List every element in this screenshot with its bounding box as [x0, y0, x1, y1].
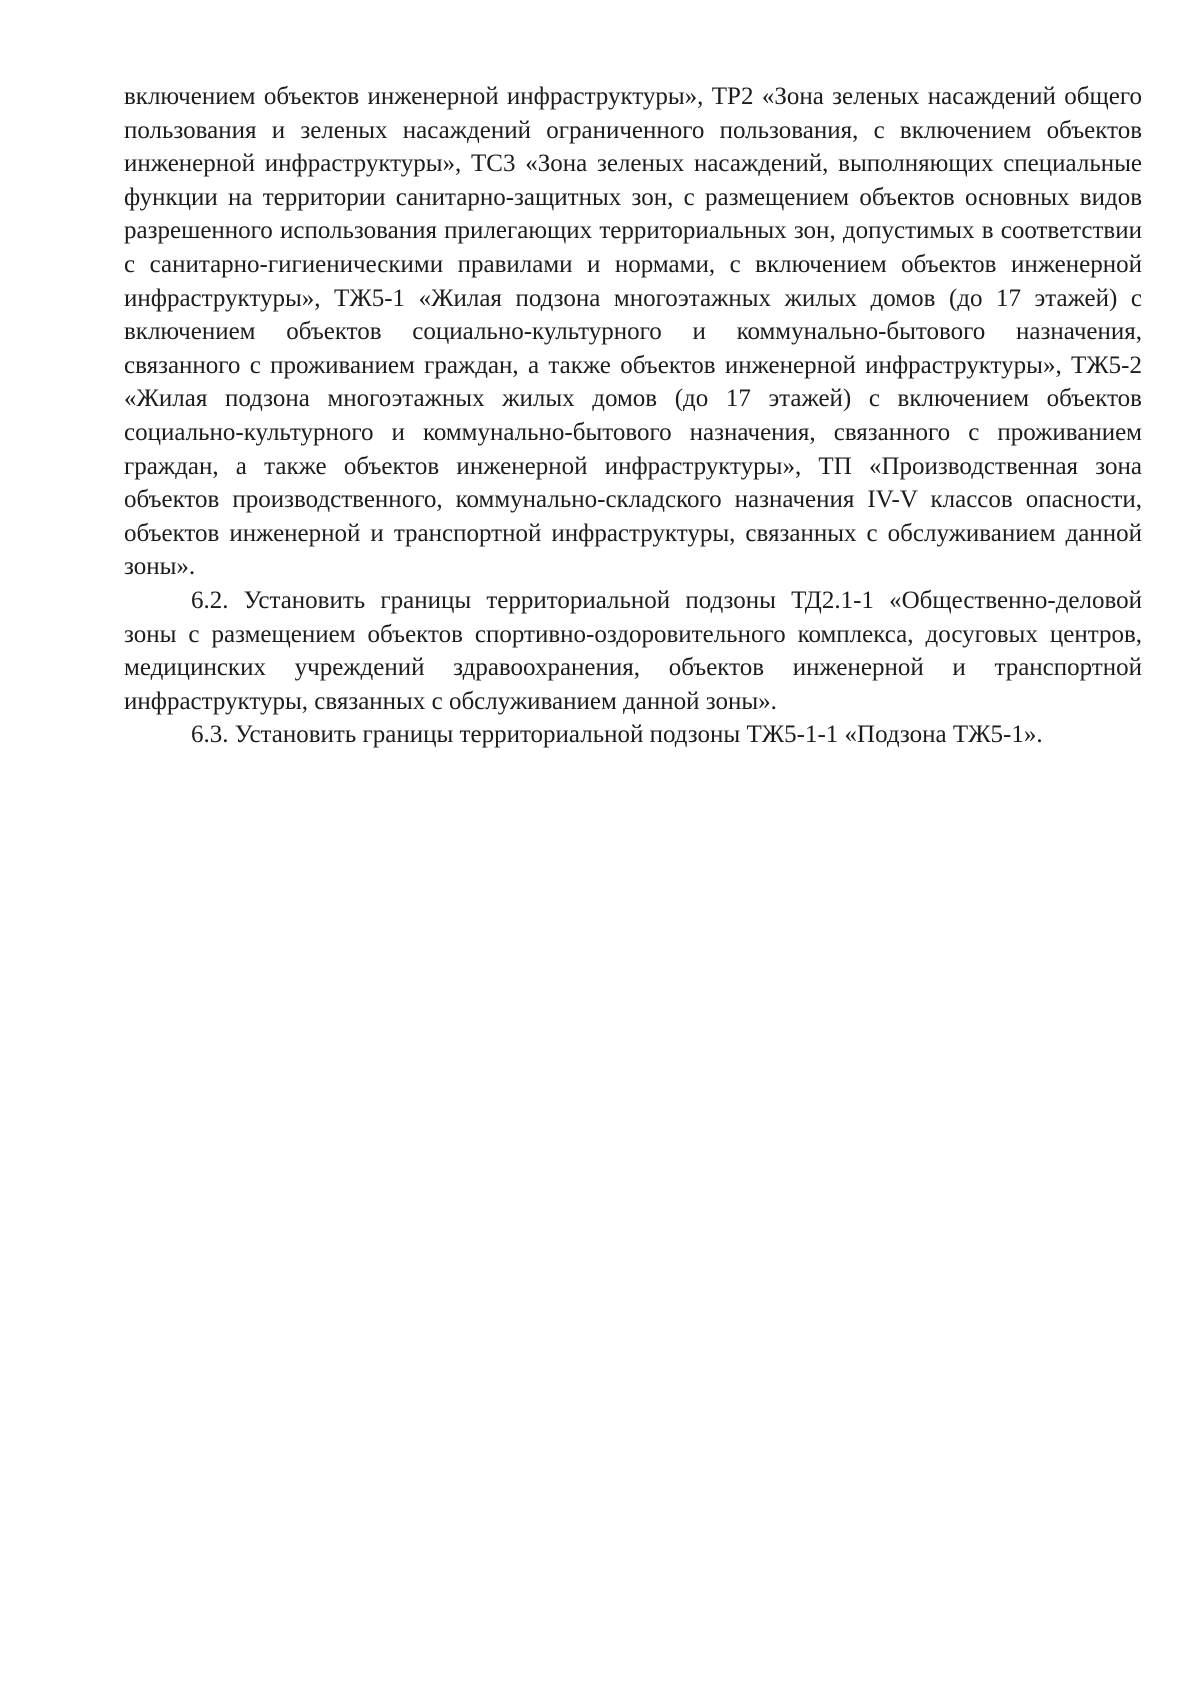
- paragraph-item-6-2: 6.2. Установить границы территориальной подзоны ТД2.1-1 «Общественно-деловой зоны с размещением объектов спортивно-оздоровительного комплекса, досуговых центров, медицинских учреждений здравоохранения, объектов инженерной и транспортной инфраструктуры, связанных с обслуживанием данной зоны».: [124, 586, 1142, 715]
- document-page: [124, 80, 1142, 752]
- paragraph-item-6-3: 6.3. Установить границы территориальной подзоны ТЖ5-1-1 «Подзона ТЖ5-1».: [191, 721, 1043, 749]
- paragraph-zones-list: включением объектов инженерной инфраструктуры», ТР2 «Зона зеленых насаждений общего пользования и зеленых насаждений ограниченного пользования, с включением объектов инженерной инфраструктуры», ТС3 «Зона зеленых насаждений, выполняющих специальные функции на территории санитарно-защитных зон, с размещением объектов основных видов разрешенного использования прилегающих территориальных зон, допустимых в соответствии с санитарно-гигиеническими правилами и нормами, с включением объектов инженерной инфраструктуры», ТЖ5-1 «Жилая подзона многоэтажных жилых домов (до 17 этажей) с включением объектов социально-культурного и коммунально-бытового назначения, связанного с проживанием граждан, а также объектов инженерной инфраструктуры», ТЖ5-2 «Жилая подзона многоэтажных жилых домов (до 17 этажей) с включением объектов социально-культурного и коммунально-бытового назначения, связанного с проживанием граждан, а также объектов инженерной инфраструктуры», ТП «Производственная зона объектов производственного, коммунально-складского назначения IV-V классов опасности, объектов инженерной и транспортной инфраструктуры, связанных с обслуживанием данной зоны».: [124, 83, 1142, 581]
